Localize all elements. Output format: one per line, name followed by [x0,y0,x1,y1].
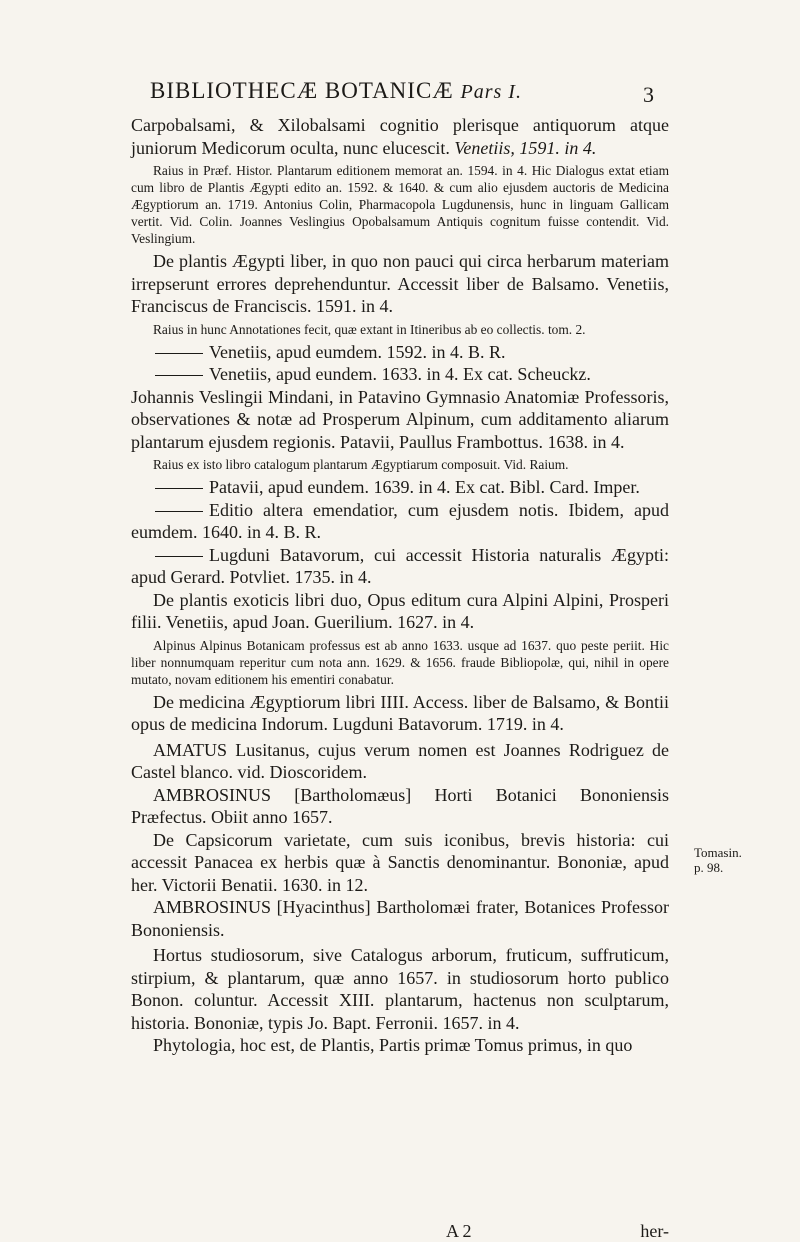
note-paragraph: Raius in hunc Annotationes fecit, quæ extant in Itineribus ab eo collectis. tom. 2. [153,321,586,337]
note-paragraph: Raius in Præf. Histor. Plantarum editionem memorat an. 1594. in 4. Hic Dialogus extat etiam cum libro de Plantis Ægypti edito an. 1592. & 1640. & cum alio ejusdem auctoris de Medicina Ægyptiorum an. 1719. Antonius Colin, Pharmacopola Lugdunensis, hunc in linguam Gallicam vertit. Vid. Colin. Joannes Veslingius Opobalsamum Antiquis cognitum fuisse contendit. Vid. Veslingium. [131,163,669,246]
catchword: her- [640,1221,669,1241]
entry-paragraph: Johannis Veslingii Mindani, in Patavino Gymnasio Anatomiæ Professoris, observationes & notæ ad Prosperum Alpinum, cum additamento aliarum plantarum ejusdem regionis. Patavii, Paullus Frambottus. 1638. in 4. [131,386,669,452]
entry-paragraph: Venetiis, apud eundem. 1633. in 4. Ex cat. Scheuckz. [131,363,669,386]
entry-paragraph: Phytologia, hoc est, de Plantis, Partis primæ Tomus primus, in quo [153,1035,633,1055]
entry-paragraph: De medicina Ægyptiorum libri IIII. Access. liber de Balsamo, & Bontii opus de medicina Indorum. Lugduni Batavorum. 1719. in 4. [131,691,669,734]
author-heading: AMATUS Lusitanus, cujus verum nomen est Joannes Rodriguez de Castel blanco. vid. Dioscoridem. [131,739,669,782]
ditto-dash [155,511,203,512]
ditto-dash [155,488,203,489]
header-part: Pars I. [460,81,522,103]
header-title: BIBLIOTHECÆ BOTANICÆ [150,78,454,103]
author-heading: AMBROSINUS [Bartholomæus] Horti Botanici Bononiensis Præfectus. Obiit anno 1657. [131,784,669,827]
margin-note [694,845,764,875]
running-header [150,78,670,104]
page-number: 3 [643,82,654,107]
ditto-dash [155,353,203,354]
note-paragraph: Raius ex isto libro catalogum plantarum Ægyptiarum composuit. Vid. Raium. [153,457,569,472]
note-paragraph: Alpinus Alpinus Botanicam professus est ab anno 1633. usque ad 1637. quo peste periit. Hic liber nonnumquam reperitur cum nota ann. 1629. & 1656. fraude Bibliopolæ, qui, nihil in opere mutato, novam editionem his ementiri conabatur. [131,637,669,687]
entry-paragraph: Editio altera emendatior, cum ejusdem notis. Ibidem, apud eumdem. 1640. in 4. B. R. [131,499,669,542]
entry-paragraph: Patavii, apud eundem. 1639. in 4. Ex cat. Bibl. Card. Imper. [131,476,669,499]
author-heading: AMBROSINUS [Hyacinthus] Bartholomæi frater, Botanices Professor Bononiensis. [131,897,669,940]
signature-mark: A 2 [446,1221,472,1241]
entry-paragraph: Carpobalsami, & Xilobalsami cognitio plerisque antiquorum atque juniorum Medicorum oculta, nunc elucescit. Venetiis, 1591. in 4. [131,115,669,158]
ditto-dash [155,556,203,557]
text-body [131,114,669,1241]
entry-paragraph: De Capsicorum varietate, cum suis iconibus, brevis historia: cui accessit Panacea ex herbis quæ à Sanctis denominantur. Bononiæ, apud her. Victorii Benatii. 1630. in 12. [131,829,669,895]
margin-note-line: p. 98. [694,860,724,875]
ditto-dash [155,375,203,376]
margin-note-line: Tomasin. [694,845,742,860]
entry-paragraph: Hortus studiosorum, sive Catalogus arborum, fruticum, suffruticum, stirpium, & plantarum, quæ anno 1657. in studiosorum horto publico Bonon. coluntur. Accessit XIII. plantarum, hactenus non sculptarum, historia. Bononiæ, typis Jo. Bapt. Ferronii. 1657. in 4. [131,945,669,1033]
entry-paragraph: Venetiis, apud eumdem. 1592. in 4. B. R. [131,341,669,364]
entry-paragraph: De plantis Ægypti liber, in quo non pauci qui circa herbarum materiam irrepserunt errores deprehenduntur. Accessit liber de Balsamo. Venetiis, Franciscus de Franciscis. 1591. in 4. [131,251,669,316]
entry-paragraph: Lugduni Batavorum, cui accessit Historia naturalis Ægypti: apud Gerard. Potvliet. 1735. in 4. [131,544,669,587]
entry-paragraph: De plantis exoticis libri duo, Opus editum cura Alpini Alpini, Prosperi filii. Venetiis, apud Joan. Guerilium. 1627. in 4. [131,589,669,632]
